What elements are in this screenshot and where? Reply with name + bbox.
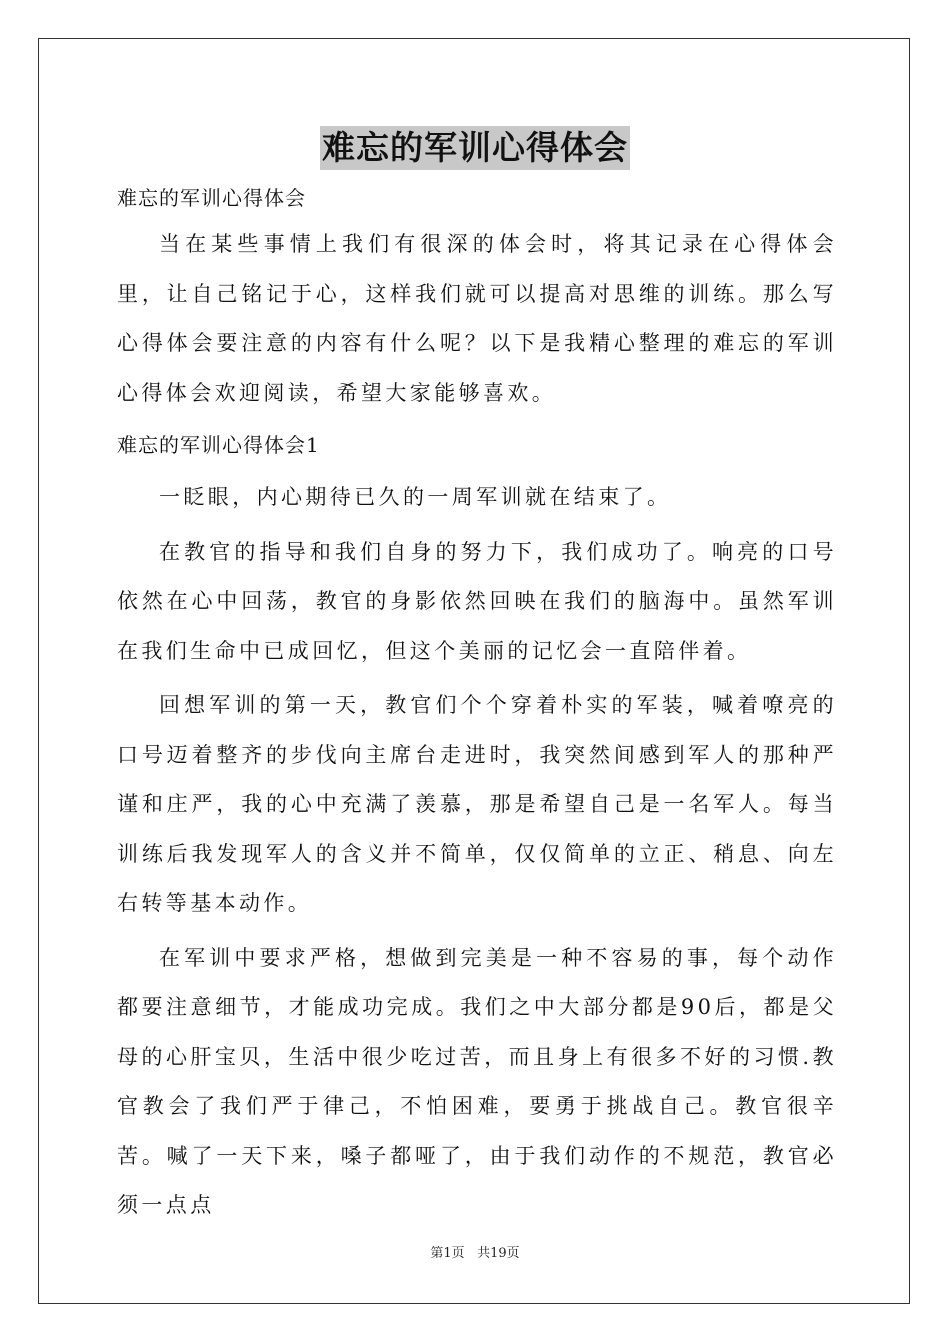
body-paragraph-3: 回想军训的第一天，教官们个个穿着朴实的军装，喊着嘹亮的口号迈着整齐的步伐向主席台走进时，我突然间感到军人的那种严谨和庄严，我的心中充满了羡慕，那是希望自己是一名军人。每当训练后我发现军人的含义并不简单，仅仅简单的立正、稍息、向左右转等基本动作。: [117, 693, 837, 915]
page-total: 共19页: [477, 1246, 520, 1261]
document-body: [117, 176, 837, 1236]
document-title: 难忘的军训心得体会: [320, 126, 630, 170]
title-block: [0, 126, 950, 170]
section-heading: 难忘的军训心得体会1: [117, 433, 320, 457]
body-paragraph-2: 在教官的指导和我们自身的努力下，我们成功了。响亮的口号依然在心中回荡，教官的身影依然回映在我们的脑海中。虽然军训在我们生命中已成回忆，但这个美丽的记忆会一直陪伴着。: [117, 539, 837, 663]
page-number: 第1页: [430, 1246, 465, 1261]
document-subtitle: 难忘的军训心得体会: [117, 186, 306, 210]
page-footer: [0, 1244, 950, 1264]
body-paragraph-1: 一眨眼，内心期待已久的一周军训就在结束了。: [159, 485, 672, 509]
intro-paragraph: 当在某些事情上我们有很深的体会时，将其记录在心得体会里，让自己铭记于心，这样我们就可以提高对思维的训练。那么写心得体会要注意的内容有什么呢？以下是我精心整理的难忘的军训心得体会欢迎阅读，希望大家能够喜欢。: [117, 232, 837, 405]
body-paragraph-4: 在军训中要求严格，想做到完美是一种不容易的事，每个动作都要注意细节，才能成功完成。我们之中大部分都是90后，都是父母的心肝宝贝，生活中很少吃过苦，而且身上有很多不好的习惯.教官教会了我们严于律己，不怕困难，要勇于挑战自己。教官很辛苦。喊了一天下来，嗓子都哑了，由于我们动作的不规范，教官必须一点点: [117, 945, 837, 1217]
